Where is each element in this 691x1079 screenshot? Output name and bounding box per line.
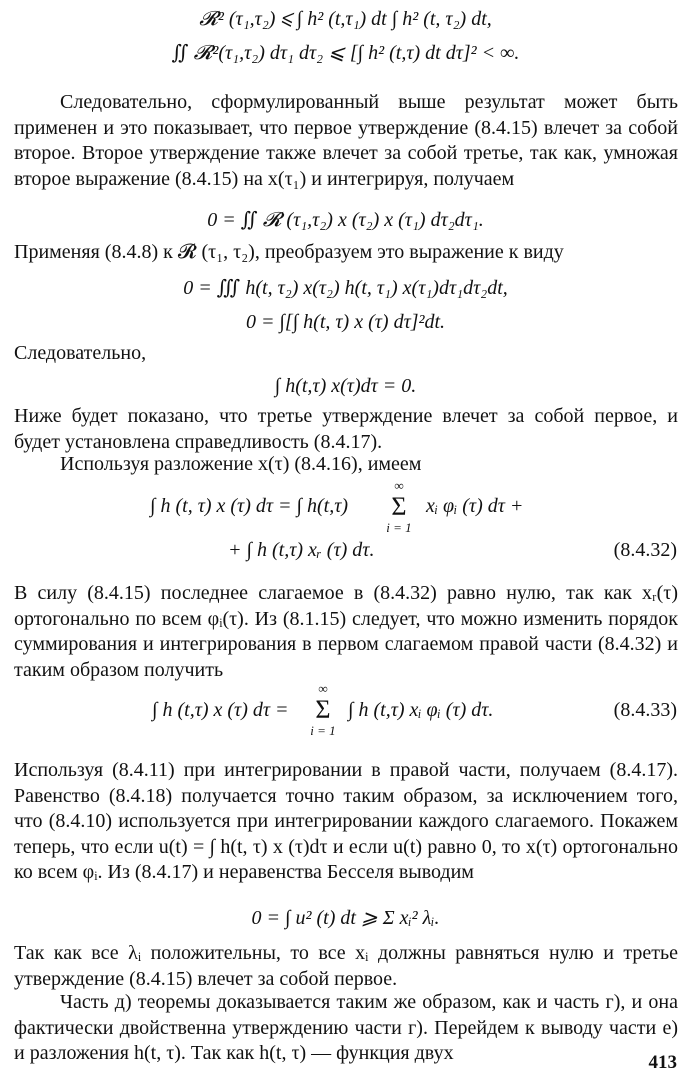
equation-number-32: (8.4.32): [613, 539, 677, 561]
equation-zero-1: 0 = ∬ 𝓡 (τ₁,τ₂) x (τ₂) x (τ₁) dτ₂dτ₁.: [207, 209, 484, 231]
equation-bessel: 0 = ∫ u² (t) dt ⩾ Σ xᵢ² λᵢ.: [251, 907, 440, 929]
paragraph-6: В силу (8.4.15) последнее слагаемое в (8.4.32) равно нулю, так как xᵣ(τ) ортогонально по всем φᵢ(τ). Из (8.1.15) следует, что можно изменить порядок суммирования и интегрирования в первом слагаемом правой части (8.4.32) и таким образом получить: [14, 582, 678, 681]
sum-lower-limit: i = 1: [386, 520, 412, 535]
paragraph-3: Следовательно,: [14, 342, 147, 364]
equation-33-right: ∫ h (t,τ) xᵢ φᵢ (τ) dτ.: [348, 699, 494, 721]
equation-top-1: 𝓡² (τ₁,τ₂) ⩽ ∫ h² (t,τ₁) dt ∫ h² (t, τ₂) dt,: [199, 8, 492, 30]
equation-zero-3: 0 = ∫[∫ h(t, τ) x (τ) dτ]²dt.: [245, 311, 446, 333]
sum-upper-limit: ∞: [318, 681, 328, 696]
sum-upper-limit: ∞: [394, 478, 404, 493]
paragraph-1: Следовательно, сформулированный выше результат может быть применен и это показывает, что первое утверждение (8.4.15) влечет за собой второе. Второе утверждение также влечет за собой третье, так как, умножая второе выражение (8.4.15) на x(τ₁) и интегрируя, получаем: [14, 91, 678, 190]
page-number: 413: [648, 1052, 677, 1073]
equation-32-right: xᵢ φᵢ (τ) dτ +: [426, 495, 524, 517]
equation-number-33: (8.4.33): [613, 699, 677, 721]
paragraph-9: Часть д) теоремы доказывается таким же образом, как и часть г), и она фактически двойственна утверждению части г). Перейдем к выводу части е) и разложения h(t, τ). Так как h(t, τ) — функция двух: [14, 991, 678, 1064]
sigma-icon: Σ: [315, 695, 331, 724]
paragraph-5: Используя разложение x(τ) (8.4.16), имеем: [60, 453, 422, 475]
equation-zero-2: 0 = ∭ h(t, τ₂) x(τ₂) h(t, τ₁) x(τ₁)dτ₁dτ₂dt,: [183, 277, 508, 299]
equation-32-left: ∫ h (t, τ) x (τ) dτ = ∫ h(t,τ): [150, 495, 349, 517]
sigma-icon: Σ: [391, 492, 407, 521]
sum-lower-limit: i = 1: [310, 723, 336, 738]
equation-32-line2: + ∫ h (t,τ) xᵣ (τ) dτ.: [228, 539, 375, 561]
paragraph-2: Применяя (8.4.8) к 𝓡 (τ₁, τ₂), преобразуем это выражение к виду: [14, 241, 564, 263]
paragraph-4: Ниже будет показано, что третье утверждение влечет за собой первое, и будет установлена справедливость (8.4.17).: [14, 405, 678, 453]
paragraph-8: Так как все λᵢ положительны, то все xᵢ должны равняться нулю и третье утверждение (8.4.15) влечет за собой первое.: [14, 942, 678, 990]
equation-zero-4: ∫ h(t,τ) x(τ)dτ = 0.: [274, 375, 417, 397]
paragraph-7: Используя (8.4.11) при интегрировании в правой части, получаем (8.4.17). Равенство (8.4.18) получается точно таким образом, за исключением того, что (8.4.10) используется при интегрировании каждого слагаемого. Покажем теперь, что если u(t) = ∫ h(t, τ) x (τ)dτ и если u(t) равно 0, то x(τ) ортогонально ко всем φᵢ. Из (8.4.17) и неравенства Бесселя выводим: [14, 759, 678, 883]
equation-top-2: ∬ 𝓡²(τ₁,τ₂) dτ₁ dτ₂ ⩽ [∫ h² (t,τ) dt dτ]² < ∞.: [171, 42, 520, 64]
equation-33-left: ∫ h (t,τ) x (τ) dτ =: [152, 699, 289, 721]
